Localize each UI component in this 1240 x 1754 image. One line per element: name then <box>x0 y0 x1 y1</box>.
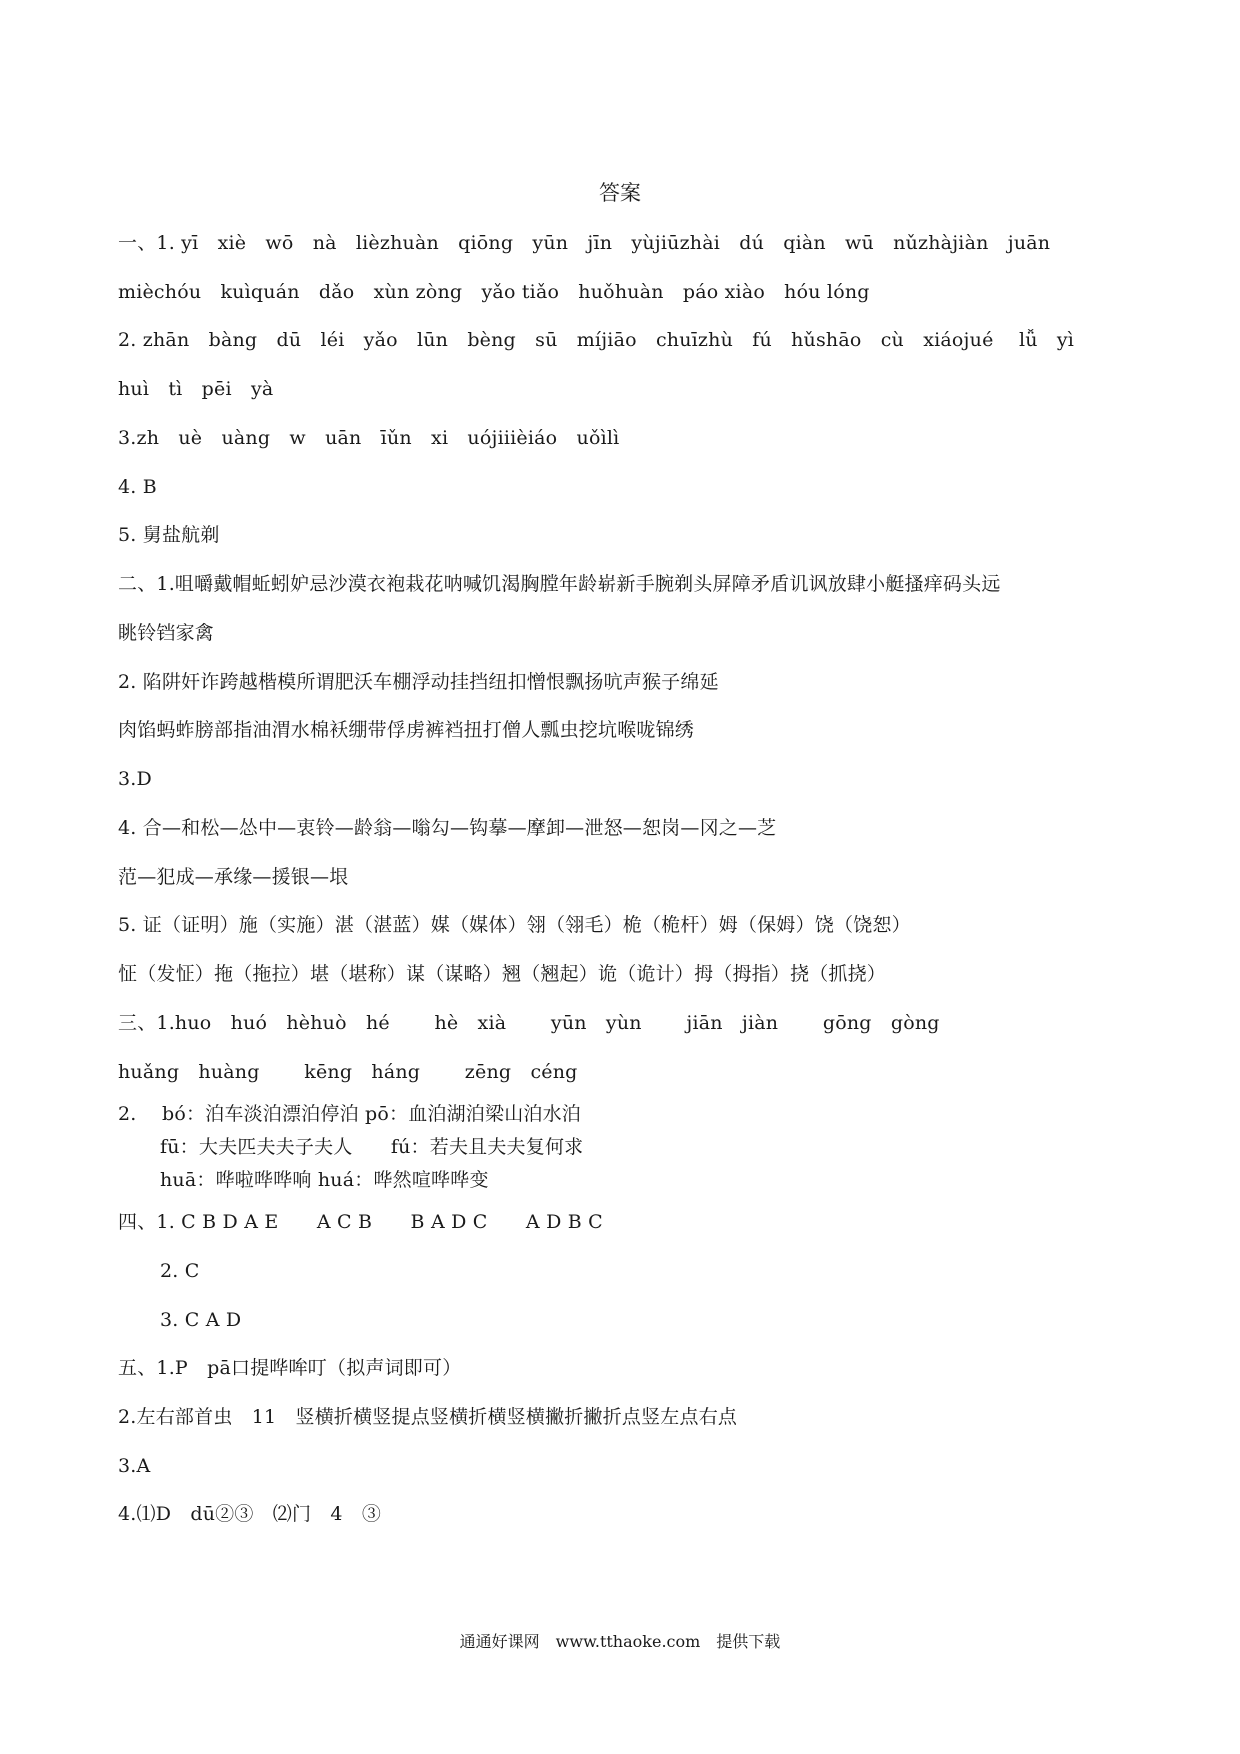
answer-line-5-1: 五、1.P pā口提哗哞叮（拟声词即可） <box>118 1357 462 1379</box>
answer-line-2-1a: 二、1.咀嚼戴帽蚯蚓妒忌沙漠衣袍栽花呐喊饥渴胸膛年龄崭新手腕剃头屏障矛盾讥讽放肆小艇搔痒码头远 <box>118 573 1001 595</box>
answer-line-5-4: 4.⑴D dū②③ ⑵门 4 ③ <box>118 1503 382 1525</box>
answer-line-1-1a: 一、1. yī xiè wō nà lièzhuàn qiōng yūn jīn yùjiūzhài dú qiàn wū nǔzhàjiàn juān <box>118 232 1051 254</box>
answer-line-3-2b: fū：大夫匹夫夫子夫人 fú：若夫且夫夫复何求 <box>160 1136 584 1158</box>
answer-line-2-1b: 眺铃铛家禽 <box>118 622 215 644</box>
answer-line-1-4: 4. B <box>118 476 157 498</box>
answer-line-2-5a: 5. 证（证明）施（实施）湛（湛蓝）媒（媒体）翎（翎毛）桅（桅杆）姆（保姆）饶（饶恕） <box>118 914 911 936</box>
answer-line-2-2b: 肉馅蚂蚱膀部指油渭水棉袄绷带俘虏裤裆扭打僧人瓢虫挖坑喉咙锦绣 <box>118 719 695 741</box>
answer-line-2-5b: 怔（发怔）拖（拖拉）堪（堪称）谋（谋略）翘（翘起）诡（诡计）拇（拇指）挠（抓挠） <box>118 963 887 985</box>
answer-line-4-3: 3. C A D <box>160 1309 242 1331</box>
answer-line-3-1b: huǎng huàng kēng háng zēng céng <box>118 1061 578 1083</box>
answer-line-1-1b: mièchóu kuìquán dǎo xùn zòng yǎo tiǎo huǒhuàn páo xiào hóu lóng <box>118 281 870 303</box>
answer-line-2-3: 3.D <box>118 768 152 790</box>
answer-line-4-2: 2. C <box>160 1260 200 1282</box>
answer-line-2-4a: 4. 合—和松—怂中—衷铃—龄翁—嗡勾—钩摹—摩卸—泄怒—恕岗—冈之—芝 <box>118 817 777 839</box>
answer-line-5-2: 2.左右部首虫 11 竖横折横竖提点竖横折横竖横撇折撇折点竖左点右点 <box>118 1406 738 1428</box>
answer-line-3-2a: 2. bó：泊车淡泊漂泊停泊 pō：血泊湖泊梁山泊水泊 <box>118 1103 582 1125</box>
answer-line-5-3: 3.A <box>118 1455 151 1477</box>
answer-line-2-2a: 2. 陷阱奸诈跨越楷模所谓肥沃车棚浮动挂挡纽扣憎恨飘扬吭声猴子绵延 <box>118 671 719 693</box>
answer-line-2-4b: 范—犯成—承缘—援银—垠 <box>118 866 349 888</box>
answer-line-1-2a: 2. zhān bàng dū léi yǎo lūn bèng sū míjiāo chuīzhù fú hǔshāo cù xiáojué lǚ yì <box>118 329 1075 351</box>
answer-line-3-2c: huā：哗啦哗哗响 huá：哗然喧哗哗变 <box>160 1169 489 1191</box>
page-title: 答案 <box>599 181 641 205</box>
page-footer: 通通好课网 www.tthaoke.com 提供下载 <box>459 1632 781 1651</box>
answer-line-1-5: 5. 舅盐航剃 <box>118 524 220 546</box>
answer-line-1-3: 3.zh uè uàng w uān īǔn xi uójiiièiáo uǒìlì <box>118 427 620 449</box>
answer-line-3-1a: 三、1.huo huó hèhuò hé hè xià yūn yùn jiān jiàn gōng gòng <box>118 1012 940 1034</box>
answer-line-4-1: 四、1. C B D A E A C B B A D C A D B C <box>118 1211 603 1233</box>
answer-line-1-2b: huì tì pēi yà <box>118 378 274 400</box>
